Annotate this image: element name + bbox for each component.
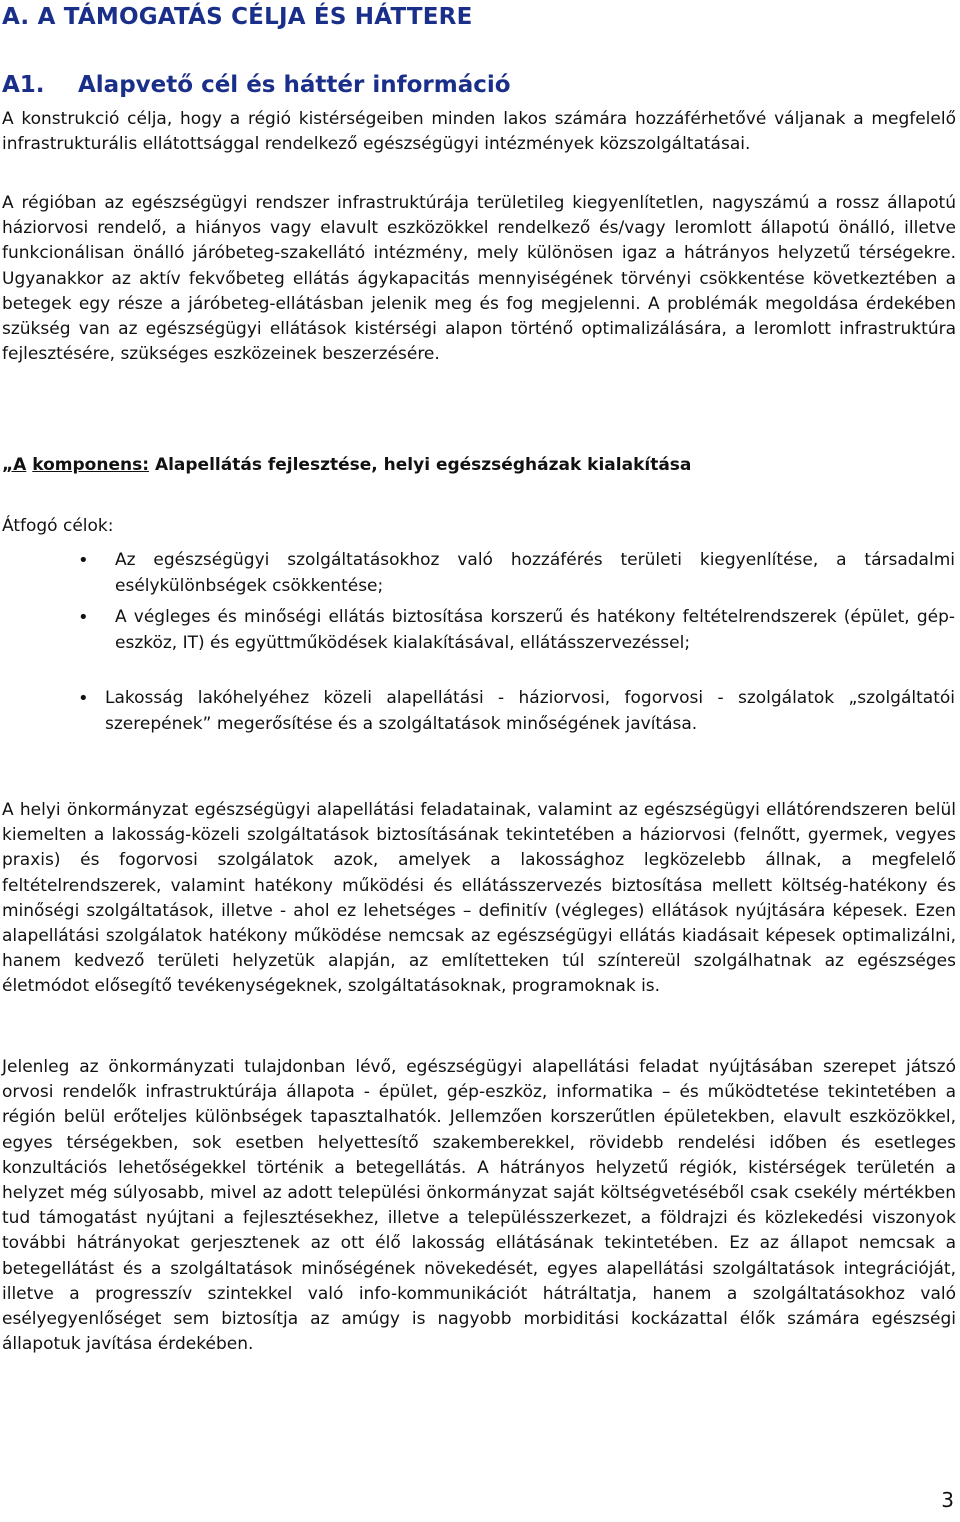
component-title: Alapellátás fejlesztése, helyi egészségházak kialakítása — [154, 455, 692, 475]
goal-item: Lakosság lakóhelyéhez közeli alapellátási - háziorvosi, fogorvosi - szolgálatok „szolgáltatói szerepének” megerősítése és a szolgáltatások minőségének javítása. — [105, 688, 955, 734]
paragraph-purpose: A konstrukció célja, hogy a régió kistérségeiben minden lakos számára hozzáférhetővé váljanak a megfelelő infrastrukturális ellátottsággal rendelkező egészségügyi intézmények közszolgáltatásai. — [2, 109, 956, 155]
page-number: 3 — [941, 1488, 954, 1512]
bullet-icon: • — [78, 550, 89, 571]
section-heading — [2, 72, 511, 98]
component-prefix: „A — [2, 455, 27, 475]
component-label: komponens: — [32, 455, 150, 475]
component-heading — [2, 455, 691, 475]
goal-item: Az egészségügyi szolgáltatásokhoz való hozzáférés területi kiegyenlítése, a társadalmi esélykülönbségek csökkentése; — [115, 550, 955, 596]
paragraph-primary-care: A helyi önkormányzat egészségügyi alapellátási feladatainak, valamint az egészségügyi ellátórendszeren belül kiemelten a lakosság-közeli szolgáltatások biztosításának tekintetében a háziorvosi (felnőtt, gyermek, vegyes praxis) és fogorvosi szolgálatok azok, amelyek a lakossághoz legközelebb állnak, a megfelelő feltételrendszerek, valamint hatékony működési és ellátásszervezés biztosítása mellett költség-hatékony és minőségi szolgáltatások, illetve - ahol ez lehetséges – definitív (végleges) ellátások nyújtására képesek. Ezen alapellátási szolgálatok hatékony működése nemcsak az egészségügyi ellátás kiadásait képesek optimalizálni, hanem kedvező területi helyzetük alapján, az említetteken túl színtereül szolgálhatnak az egészséges életmódot elősegítő tevékenységeknek, szolgáltatásoknak, programoknak is. — [2, 800, 956, 997]
goal-item: A végleges és minőségi ellátás biztosítása korszerű és hatékony feltételrendszerek (épület, gép-eszköz, IT) és együttműködések kialakításával, ellátásszervezéssel; — [115, 607, 955, 653]
section-title: Alapvető cél és háttér információ — [78, 72, 511, 98]
goals-label: Átfogó célok: — [2, 516, 114, 536]
paragraph-current-state: Jelenleg az önkormányzati tulajdonban lévő, egészségügyi alapellátási feladat nyújtásában szerepet játszó orvosi rendelők infrastruktúrája állapota - épület, gép-eszköz, informatika – és működtetése tekintetében a régión belül erőteljes különbségek tapasztalhatók. Jellemzően korszerűtlen épületekben, elavult eszközökkel, egyes térségekben, sok esetben helyettesítő szakemberekkel, rövidebb rendelési időben és esetleges konzultációs lehetőségekkel történik a betegellátás. A hátrányos helyzetű régiók, kistérségek területén a helyzet még súlyosabb, mivel az adott települési önkormányzat saját költségvetéséből csak csekély mértékben tud támogatást nyújtani a fejlesztésekhez, illetve a településszerkezet, a földrajzi és közlekedési viszonyok további hátrányokat gerjesztenek az ott élő lakosság ellátásának tekintetében. Ez az állapot nemcsak a betegellátást és a szolgáltatások minőségének növekedését, egyes alapellátási szolgáltatások integrációját, illetve a progresszív szintekkel való info-kommunikációt hátráltatja, hanem a szolgáltatásokhoz való esélyegyenlőséget sem biztosítja az amúgy is nagyobb morbiditási kockázattal élők számára egészségi állapotuk javítása érdekében. — [2, 1057, 956, 1355]
document-title: A. A TÁMOGATÁS CÉLJA ÉS HÁTTERE — [2, 4, 473, 30]
bullet-icon: • — [78, 688, 89, 709]
bullet-icon: • — [78, 607, 89, 628]
section-number: A1. — [2, 72, 45, 98]
paragraph-background: A régióban az egészségügyi rendszer infrastruktúrája területileg kiegyenlítetlen, nagyszámú a rossz állapotú háziorvosi rendelő, a hiányos vagy elavult eszközökkel rendelkező és/vagy leromlott állapotú önálló, illetve funkcionálisan önálló járóbeteg-szakellátó intézmény, mely különösen igaz a hátrányos helyzetű térségekre. Ugyanakkor az aktív fekvőbeteg ellátás ágykapacitás mennyiségének törvényi csökkentése következtében a betegek egy része a járóbeteg-ellátásban jelenik meg és fog megjelenni. A problémák megoldása érdekében szükség van az egészségügyi ellátások kistérségi alapon történő optimalizálására, a leromlott infrastruktúra fejlesztésére, szükséges eszközeinek beszerzésére. — [2, 193, 956, 365]
